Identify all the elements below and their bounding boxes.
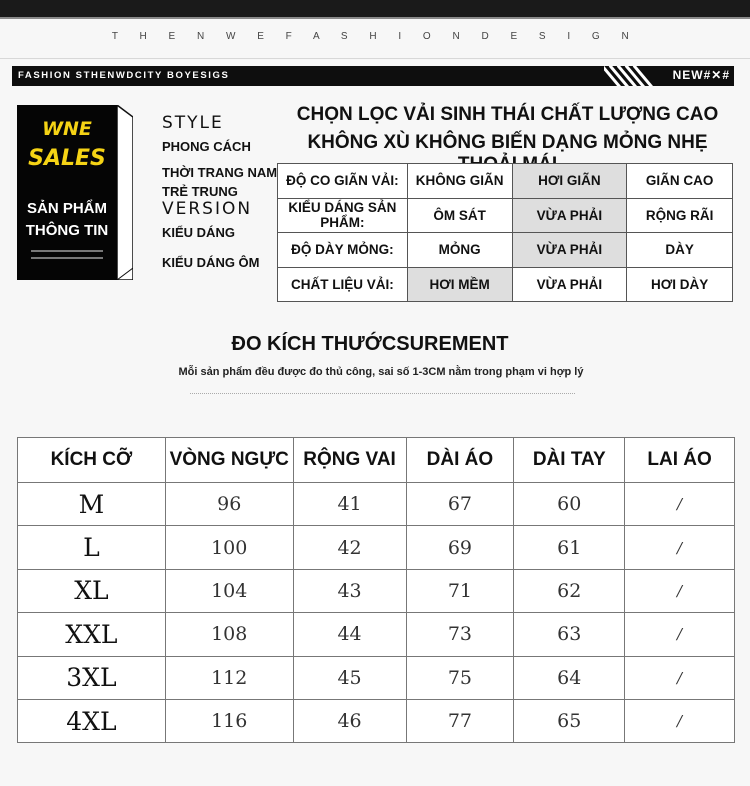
size-value-cell: 64	[514, 656, 625, 699]
size-value-cell: 116	[165, 699, 293, 742]
size-value-cell: /	[625, 483, 735, 526]
size-row	[18, 569, 735, 612]
fabric-option: VỪA PHẢI	[512, 267, 627, 302]
measurement-title: ĐO KÍCH THƯỚCSUREMENT	[231, 333, 509, 355]
fabric-option-selected: VỪA PHẢI	[512, 233, 627, 268]
fabric-row-label: ĐỘ DÀY MỎNG:	[278, 233, 408, 268]
size-value-cell: 45	[293, 656, 406, 699]
thoi-trang-label-1: THỜI TRANG NAM	[162, 165, 278, 180]
book-thong-tin: THÔNG TIN	[25, 222, 109, 239]
size-label-cell: 4XL	[18, 699, 166, 742]
size-value-cell: 41	[293, 483, 406, 526]
box-side	[117, 105, 133, 280]
letters-divider	[0, 58, 750, 59]
book-sales: SALES	[28, 146, 106, 171]
size-header-cell: VÒNG NGỰC	[165, 438, 293, 483]
dotted-divider	[190, 393, 575, 394]
size-label-cell: 3XL	[18, 656, 166, 699]
size-value-cell: 69	[406, 526, 514, 569]
top-black-bar	[0, 0, 750, 17]
size-row	[18, 526, 735, 569]
banner-right-text: NEW#✕#	[672, 68, 730, 82]
size-value-cell: /	[625, 656, 735, 699]
size-header-cell: LAI ÁO	[625, 438, 735, 483]
thoi-trang-label-2: TRẺ TRUNG	[162, 184, 238, 199]
size-value-cell: 75	[406, 656, 514, 699]
book-fine-line	[31, 257, 103, 259]
product-info-box	[17, 105, 117, 280]
size-value-cell: 60	[514, 483, 625, 526]
size-value-cell: /	[625, 526, 735, 569]
kieu-dang-om-label: KIỂU DÁNG ÔM	[162, 255, 260, 270]
header-banner	[12, 66, 734, 86]
fabric-row	[278, 198, 733, 233]
version-label: VERSION	[162, 199, 253, 219]
size-row	[18, 699, 735, 742]
size-row	[18, 656, 735, 699]
size-value-cell: 104	[165, 569, 293, 612]
size-value-cell: 96	[165, 483, 293, 526]
kieu-dang-label: KIỂU DÁNG	[162, 225, 235, 240]
fabric-option: RỘNG RÃI	[627, 198, 733, 233]
banner-left-text: FASHION STHENWDCITY BOYESIGS	[18, 70, 230, 81]
size-value-cell: 77	[406, 699, 514, 742]
fabric-option: MỎNG	[407, 233, 512, 268]
size-header-cell: KÍCH CỠ	[18, 438, 166, 483]
size-value-cell: 44	[293, 613, 406, 656]
size-chart-table	[17, 437, 735, 743]
book-san-pham: SẢN PHẨM	[26, 200, 107, 217]
fabric-option-selected: HƠI GIÃN	[512, 164, 627, 199]
fabric-option: KHÔNG GIÃN	[407, 164, 512, 199]
size-value-cell: 42	[293, 526, 406, 569]
size-value-cell: 65	[514, 699, 625, 742]
size-value-cell: 73	[406, 613, 514, 656]
size-header-cell: DÀI ÁO	[406, 438, 514, 483]
fabric-row	[278, 164, 733, 199]
phong-cach-label: PHONG CÁCH	[162, 139, 251, 154]
size-value-cell: 43	[293, 569, 406, 612]
size-label-cell: L	[18, 526, 166, 569]
fabric-row	[278, 267, 733, 302]
size-value-cell: /	[625, 613, 735, 656]
measurement-subtitle: Mỗi sản phẩm đều được đo thủ công, sai số 1-3CM nằm trong phạm vi hợp lý	[178, 366, 584, 378]
stripes-decoration	[604, 66, 654, 86]
size-value-cell: 67	[406, 483, 514, 526]
size-value-cell: /	[625, 699, 735, 742]
size-value-cell: /	[625, 569, 735, 612]
size-value-cell: 63	[514, 613, 625, 656]
fabric-option: GIÃN CAO	[627, 164, 733, 199]
size-row	[18, 613, 735, 656]
fabric-row-label: KIỂU DÁNG SẢN PHẨM:	[278, 198, 408, 233]
fabric-title-1: CHỌN LỌC VẢI SINH THÁI CHẤT LƯỢNG CAO	[296, 104, 719, 125]
size-label-cell: M	[18, 483, 166, 526]
size-label-cell: XL	[18, 569, 166, 612]
size-value-cell: 46	[293, 699, 406, 742]
size-value-cell: 62	[514, 569, 625, 612]
size-value-cell: 71	[406, 569, 514, 612]
size-header-cell: DÀI TAY	[514, 438, 625, 483]
size-value-cell: 61	[514, 526, 625, 569]
size-value-cell: 108	[165, 613, 293, 656]
fabric-title-2: KHÔNG XÙ KHÔNG BIẾN DẠNG MỎNG NHẸ	[307, 132, 708, 153]
book-fine-line	[31, 250, 103, 252]
size-row	[18, 483, 735, 526]
fabric-row-label: CHẤT LIỆU VẢI:	[278, 267, 408, 302]
fabric-option-selected: HƠI MỀM	[407, 267, 512, 302]
fabric-attributes-table	[277, 163, 733, 302]
style-label: STYLE	[162, 113, 224, 133]
brand-letters: T H E N W E F A S H I O N D E S I G N	[111, 31, 639, 42]
fabric-row-label: ĐỘ CO GIÃN VẢI:	[278, 164, 408, 199]
fabric-option-selected: VỪA PHẢI	[512, 198, 627, 233]
size-header-cell: RỘNG VAI	[293, 438, 406, 483]
top-divider	[0, 17, 750, 19]
size-value-cell: 112	[165, 656, 293, 699]
size-label-cell: XXL	[18, 613, 166, 656]
fabric-option: DÀY	[627, 233, 733, 268]
fabric-option: ÔM SÁT	[407, 198, 512, 233]
fabric-option: HƠI DÀY	[627, 267, 733, 302]
fabric-row	[278, 233, 733, 268]
size-value-cell: 100	[165, 526, 293, 569]
book-wne: WNE	[42, 118, 92, 140]
